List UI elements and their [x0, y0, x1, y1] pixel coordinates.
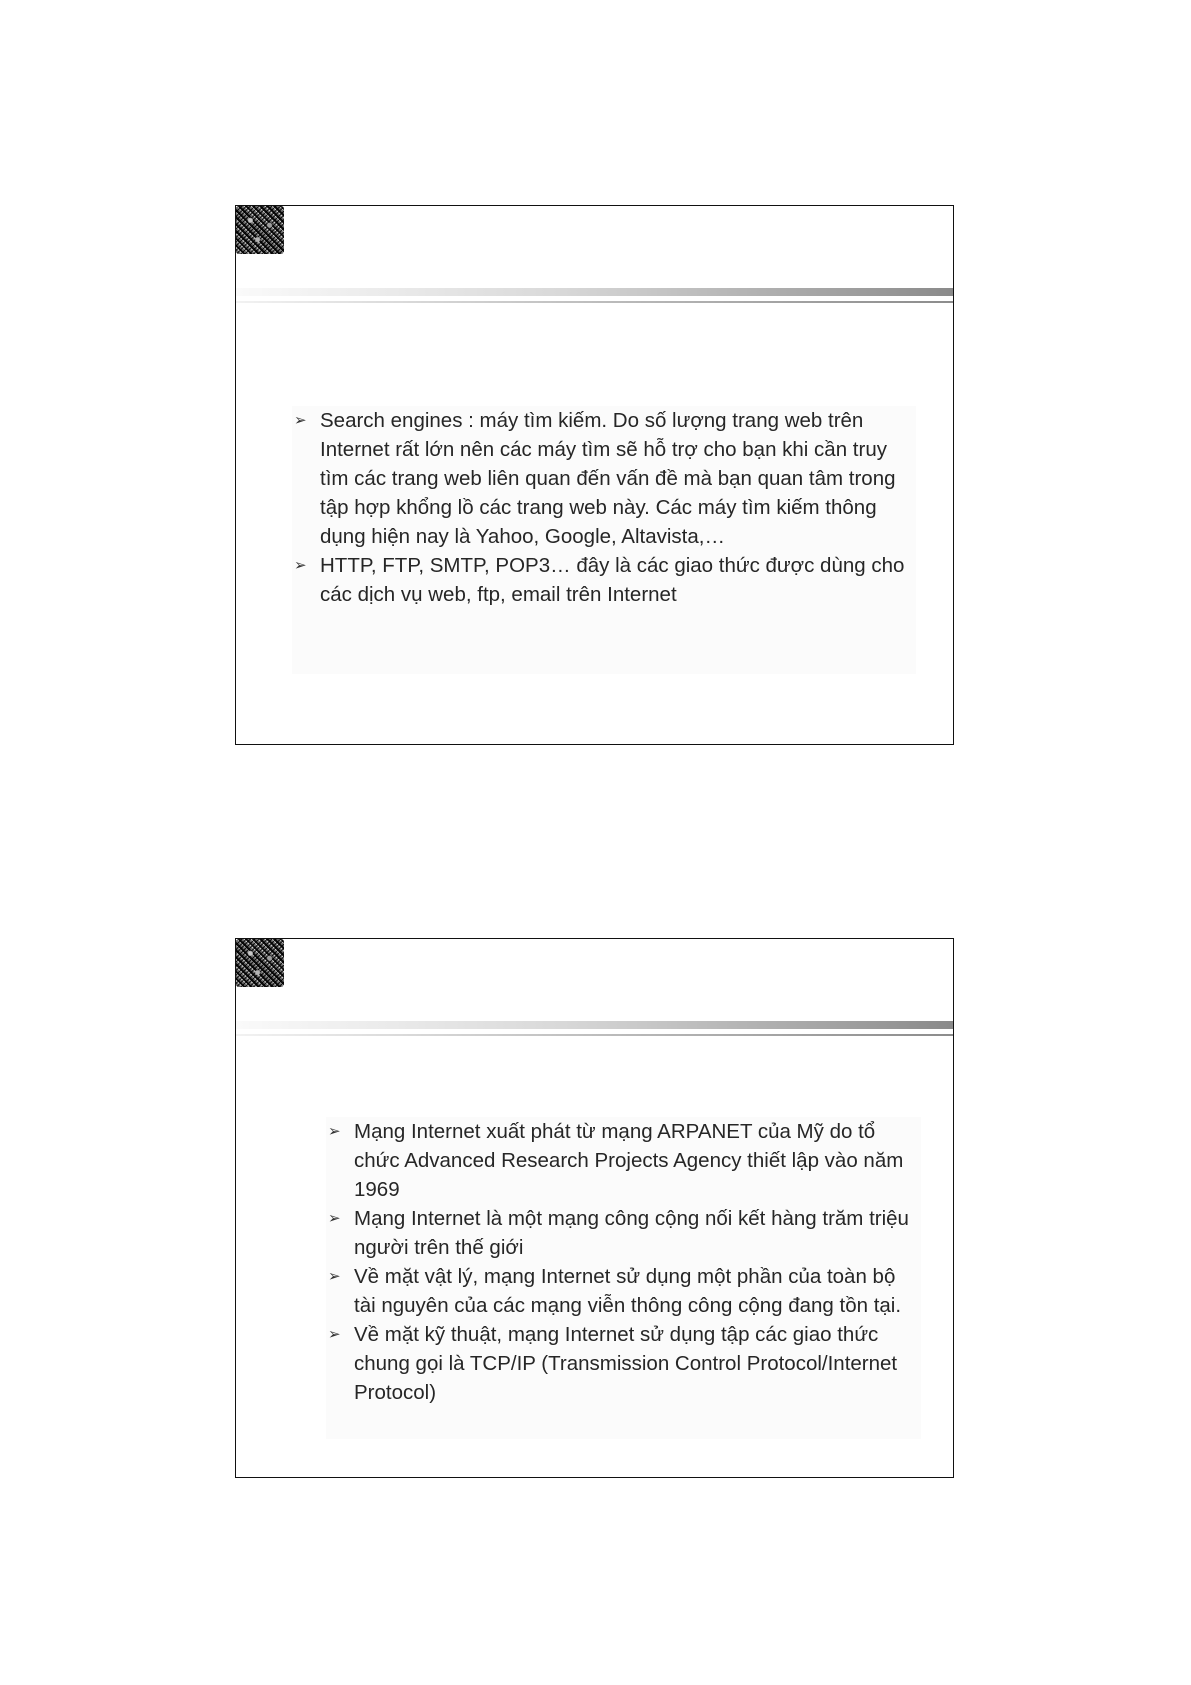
list-item	[326, 1320, 921, 1407]
bullet-text: HTTP, FTP, SMTP, POP3… đây là các giao thức được dùng cho các dịch vụ web, ftp, email trên Internet	[320, 554, 905, 606]
arrowhead-bullet-icon: ➢	[328, 1268, 341, 1285]
header-gradient-bar	[236, 288, 953, 296]
arrowhead-bullet-icon: ➢	[328, 1326, 341, 1343]
slide-2	[235, 938, 954, 1478]
header-divider-line	[236, 1034, 953, 1036]
slide-content	[326, 1117, 921, 1439]
list-item	[326, 1117, 921, 1204]
arrowhead-bullet-icon: ➢	[328, 1210, 341, 1227]
arrowhead-bullet-icon: ➢	[294, 412, 307, 429]
logo-icon	[236, 939, 284, 987]
list-item	[326, 1262, 921, 1320]
bullet-list	[292, 406, 916, 609]
list-item	[292, 406, 916, 551]
list-item	[292, 551, 916, 609]
list-item	[326, 1204, 921, 1262]
header-divider-line	[236, 301, 953, 303]
bullet-text: Mạng Internet xuất phát từ mạng ARPANET của Mỹ do tổ chức Advanced Research Projects Agency thiết lập vào năm 1969	[354, 1120, 904, 1201]
slide-1	[235, 205, 954, 745]
bullet-text: Search engines : máy tìm kiếm. Do số lượng trang web trên Internet rất lớn nên các máy tìm sẽ hỗ trợ cho bạn khi cần truy tìm các trang web liên quan đến vấn đề mà bạn quan tâm trong tập hợp khổng lồ các trang web này. Các máy tìm kiếm thông dụng hiện nay là Yahoo, Google, Altavista,…	[320, 409, 896, 548]
slide-content	[292, 406, 916, 674]
bullet-text: Về mặt kỹ thuật, mạng Internet sử dụng tập các giao thức chung gọi là TCP/IP (Transmission Control Protocol/Internet Protocol)	[354, 1323, 898, 1404]
bullet-list	[326, 1117, 921, 1407]
arrowhead-bullet-icon: ➢	[328, 1123, 341, 1140]
bullet-text: Về mặt vật lý, mạng Internet sử dụng một phần của toàn bộ tài nguyên của các mạng viễn thông công cộng đang tồn tại.	[354, 1265, 902, 1317]
logo-icon	[236, 206, 284, 254]
header-gradient-bar	[236, 1021, 953, 1029]
arrowhead-bullet-icon: ➢	[294, 557, 307, 574]
bullet-text: Mạng Internet là một mạng công cộng nối kết hàng trăm triệu người trên thế giới	[354, 1207, 909, 1259]
